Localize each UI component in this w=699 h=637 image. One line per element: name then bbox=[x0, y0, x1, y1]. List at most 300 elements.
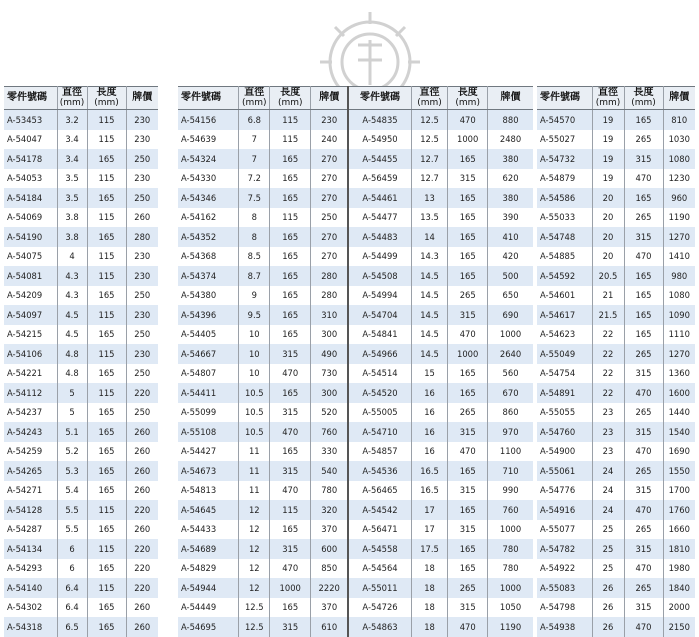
cell-length: 315 bbox=[624, 598, 663, 618]
cell-diameter: 10.5 bbox=[239, 422, 270, 442]
cell-length: 470 bbox=[624, 617, 663, 637]
cell-part-no: A-54081 bbox=[4, 266, 57, 286]
cell-part-no: A-54433 bbox=[178, 520, 239, 540]
cell-length: 265 bbox=[624, 403, 663, 423]
cell-length: 315 bbox=[448, 422, 488, 442]
table-row bbox=[537, 559, 695, 579]
cell-diameter: 14.5 bbox=[411, 286, 447, 306]
cell-part-no: A-54704 bbox=[348, 305, 411, 325]
table-row bbox=[178, 422, 533, 442]
cell-diameter: 4.5 bbox=[57, 325, 87, 345]
cell-length: 115 bbox=[270, 110, 311, 130]
spec-table-1 bbox=[4, 86, 158, 637]
cell-diameter: 9 bbox=[239, 286, 270, 306]
cell-length: 470 bbox=[624, 442, 663, 462]
cell-part-no: A-55055 bbox=[537, 403, 592, 423]
cell-price: 2000 bbox=[663, 598, 695, 618]
cell-price: 250 bbox=[126, 286, 158, 306]
cell-diameter: 3.8 bbox=[57, 208, 87, 228]
cell-length: 165 bbox=[87, 617, 126, 637]
cell-diameter: 20.5 bbox=[592, 266, 624, 286]
cell-length: 165 bbox=[624, 188, 663, 208]
cell-diameter: 7.2 bbox=[239, 169, 270, 189]
cell-part-no: A-54368 bbox=[178, 247, 239, 267]
cell-price: 1840 bbox=[663, 578, 695, 598]
table-row bbox=[537, 208, 695, 228]
cell-part-no: A-54396 bbox=[178, 305, 239, 325]
cell-length: 1000 bbox=[448, 130, 488, 150]
cell-price: 500 bbox=[488, 266, 533, 286]
cell-length: 165 bbox=[448, 500, 488, 520]
cell-price: 260 bbox=[126, 598, 158, 618]
cell-length: 165 bbox=[87, 227, 126, 247]
header-length: 長度 (mm) bbox=[624, 87, 663, 110]
cell-price: 1080 bbox=[663, 286, 695, 306]
cell-length: 470 bbox=[270, 364, 311, 384]
cell-diameter: 15 bbox=[411, 364, 447, 384]
cell-price: 490 bbox=[311, 344, 349, 364]
table-row bbox=[178, 188, 533, 208]
cell-price: 760 bbox=[311, 422, 349, 442]
cell-price: 230 bbox=[126, 169, 158, 189]
header-diameter: 直徑 (mm) bbox=[239, 87, 270, 110]
cell-part-no: A-55011 bbox=[348, 578, 411, 598]
header-diameter: 直徑 (mm) bbox=[57, 87, 87, 110]
cell-price: 760 bbox=[488, 500, 533, 520]
cell-price: 250 bbox=[126, 188, 158, 208]
table-row bbox=[537, 130, 695, 150]
cell-part-no: A-54184 bbox=[4, 188, 57, 208]
table-row bbox=[178, 500, 533, 520]
header-part-no: 零件號碼 bbox=[4, 87, 57, 110]
cell-part-no: A-54645 bbox=[178, 500, 239, 520]
cell-price: 1190 bbox=[663, 208, 695, 228]
cell-price: 650 bbox=[488, 286, 533, 306]
cell-part-no: A-54287 bbox=[4, 520, 57, 540]
cell-part-no: A-56465 bbox=[348, 481, 411, 501]
cell-part-no: A-55027 bbox=[537, 130, 592, 150]
cell-length: 470 bbox=[624, 559, 663, 579]
cell-part-no: A-54570 bbox=[537, 110, 592, 130]
table-row bbox=[537, 169, 695, 189]
cell-length: 315 bbox=[270, 617, 311, 637]
cell-price: 810 bbox=[663, 110, 695, 130]
cell-diameter: 23 bbox=[592, 422, 624, 442]
table-row bbox=[537, 344, 695, 364]
cell-diameter: 16.5 bbox=[411, 481, 447, 501]
cell-diameter: 10 bbox=[239, 364, 270, 384]
cell-price: 860 bbox=[488, 403, 533, 423]
header-diameter: 直徑 (mm) bbox=[411, 87, 447, 110]
table-row bbox=[4, 364, 158, 384]
cell-price: 220 bbox=[126, 578, 158, 598]
cell-diameter: 20 bbox=[592, 188, 624, 208]
header-part-no: 零件號碼 bbox=[178, 87, 239, 110]
cell-part-no: A-54835 bbox=[348, 110, 411, 130]
cell-diameter: 25 bbox=[592, 559, 624, 579]
cell-length: 165 bbox=[270, 247, 311, 267]
cell-diameter: 14.5 bbox=[411, 325, 447, 345]
cell-price: 260 bbox=[126, 617, 158, 637]
cell-part-no: A-54324 bbox=[178, 149, 239, 169]
cell-price: 1090 bbox=[663, 305, 695, 325]
cell-price: 280 bbox=[311, 286, 349, 306]
cell-length: 165 bbox=[270, 227, 311, 247]
cell-length: 165 bbox=[448, 247, 488, 267]
cell-part-no: A-54427 bbox=[178, 442, 239, 462]
cell-diameter: 8 bbox=[239, 208, 270, 228]
table-row bbox=[178, 286, 533, 306]
cell-length: 165 bbox=[624, 286, 663, 306]
cell-price: 270 bbox=[311, 247, 349, 267]
cell-part-no: A-55108 bbox=[178, 422, 239, 442]
table-row bbox=[537, 598, 695, 618]
cell-diameter: 8.7 bbox=[239, 266, 270, 286]
table-row bbox=[4, 598, 158, 618]
cell-part-no: A-54259 bbox=[4, 442, 57, 462]
cell-length: 265 bbox=[624, 578, 663, 598]
cell-length: 165 bbox=[87, 188, 126, 208]
cell-part-no: A-54221 bbox=[4, 364, 57, 384]
cell-price: 1690 bbox=[663, 442, 695, 462]
cell-part-no: A-55077 bbox=[537, 520, 592, 540]
cell-diameter: 26 bbox=[592, 617, 624, 637]
cell-length: 165 bbox=[448, 188, 488, 208]
cell-diameter: 10.5 bbox=[239, 403, 270, 423]
spec-table-2 bbox=[178, 86, 533, 637]
cell-diameter: 3.5 bbox=[57, 169, 87, 189]
cell-diameter: 16 bbox=[411, 422, 447, 442]
cell-diameter: 4.3 bbox=[57, 266, 87, 286]
cell-price: 220 bbox=[126, 539, 158, 559]
cell-part-no: A-54112 bbox=[4, 383, 57, 403]
cell-part-no: A-54944 bbox=[178, 578, 239, 598]
table-row bbox=[537, 442, 695, 462]
cell-part-no: A-54857 bbox=[348, 442, 411, 462]
cell-price: 410 bbox=[488, 227, 533, 247]
cell-price: 710 bbox=[488, 461, 533, 481]
cell-price: 1980 bbox=[663, 559, 695, 579]
cell-part-no: A-54405 bbox=[178, 325, 239, 345]
cell-part-no: A-54302 bbox=[4, 598, 57, 618]
table-row bbox=[178, 208, 533, 228]
cell-diameter: 5.5 bbox=[57, 520, 87, 540]
cell-diameter: 14.5 bbox=[411, 305, 447, 325]
cell-part-no: A-54293 bbox=[4, 559, 57, 579]
cell-length: 315 bbox=[624, 481, 663, 501]
cell-price: 1000 bbox=[488, 520, 533, 540]
cell-diameter: 7 bbox=[239, 149, 270, 169]
cell-diameter: 14 bbox=[411, 227, 447, 247]
table-row bbox=[178, 305, 533, 325]
table-row bbox=[4, 247, 158, 267]
cell-price: 300 bbox=[311, 325, 349, 345]
cell-diameter: 21.5 bbox=[592, 305, 624, 325]
cell-diameter: 5.1 bbox=[57, 422, 87, 442]
spec-table-3 bbox=[537, 86, 695, 637]
cell-price: 230 bbox=[126, 344, 158, 364]
cell-price: 250 bbox=[311, 208, 349, 228]
cell-part-no: A-54455 bbox=[348, 149, 411, 169]
cell-length: 165 bbox=[448, 539, 488, 559]
cell-diameter: 12.5 bbox=[239, 598, 270, 618]
table-row bbox=[178, 247, 533, 267]
cell-diameter: 26 bbox=[592, 598, 624, 618]
cell-part-no: A-54938 bbox=[537, 617, 592, 637]
cell-length: 315 bbox=[270, 539, 311, 559]
cell-length: 1000 bbox=[270, 578, 311, 598]
cell-price: 600 bbox=[311, 539, 349, 559]
cell-price: 260 bbox=[126, 442, 158, 462]
cell-price: 230 bbox=[311, 110, 349, 130]
table-row bbox=[4, 208, 158, 228]
cell-part-no: A-54190 bbox=[4, 227, 57, 247]
header-price: 牌價 bbox=[311, 87, 349, 110]
cell-part-no: A-54520 bbox=[348, 383, 411, 403]
cell-price: 520 bbox=[311, 403, 349, 423]
cell-part-no: A-54798 bbox=[537, 598, 592, 618]
cell-part-no: A-54592 bbox=[537, 266, 592, 286]
cell-diameter: 8.5 bbox=[239, 247, 270, 267]
cell-diameter: 3.2 bbox=[57, 110, 87, 130]
cell-part-no: A-54178 bbox=[4, 149, 57, 169]
cell-diameter: 5.5 bbox=[57, 500, 87, 520]
table-row bbox=[4, 500, 158, 520]
cell-part-no: A-54726 bbox=[348, 598, 411, 618]
cell-length: 165 bbox=[87, 403, 126, 423]
cell-length: 165 bbox=[624, 266, 663, 286]
table-row bbox=[537, 247, 695, 267]
cell-length: 470 bbox=[270, 422, 311, 442]
cell-part-no: A-55083 bbox=[537, 578, 592, 598]
cell-diameter: 12.5 bbox=[239, 617, 270, 637]
cell-price: 420 bbox=[488, 247, 533, 267]
cell-length: 165 bbox=[624, 305, 663, 325]
cell-diameter: 4.5 bbox=[57, 305, 87, 325]
cell-length: 315 bbox=[624, 539, 663, 559]
cell-length: 315 bbox=[624, 364, 663, 384]
cell-price: 230 bbox=[126, 266, 158, 286]
cell-part-no: A-54128 bbox=[4, 500, 57, 520]
cell-length: 165 bbox=[270, 598, 311, 618]
cell-length: 165 bbox=[87, 442, 126, 462]
table-row bbox=[178, 598, 533, 618]
cell-part-no: A-54760 bbox=[537, 422, 592, 442]
cell-length: 315 bbox=[270, 403, 311, 423]
cell-price: 1100 bbox=[488, 442, 533, 462]
cell-diameter: 24 bbox=[592, 481, 624, 501]
cell-length: 1000 bbox=[448, 344, 488, 364]
cell-diameter: 5.4 bbox=[57, 481, 87, 501]
table-row bbox=[537, 188, 695, 208]
cell-length: 165 bbox=[270, 169, 311, 189]
table-row bbox=[178, 364, 533, 384]
cell-diameter: 20 bbox=[592, 227, 624, 247]
cell-length: 115 bbox=[87, 208, 126, 228]
cell-diameter: 12 bbox=[239, 539, 270, 559]
cell-length: 315 bbox=[270, 461, 311, 481]
cell-diameter: 16 bbox=[411, 403, 447, 423]
table-row bbox=[178, 344, 533, 364]
cell-length: 165 bbox=[270, 188, 311, 208]
cell-length: 115 bbox=[270, 208, 311, 228]
cell-part-no: A-54673 bbox=[178, 461, 239, 481]
header-price: 牌價 bbox=[663, 87, 695, 110]
header-length: 長度 (mm) bbox=[270, 87, 311, 110]
cell-price: 370 bbox=[311, 598, 349, 618]
cell-length: 315 bbox=[448, 598, 488, 618]
cell-diameter: 18 bbox=[411, 578, 447, 598]
cell-part-no: A-54097 bbox=[4, 305, 57, 325]
table-row bbox=[4, 559, 158, 579]
table-row bbox=[537, 617, 695, 637]
cell-price: 990 bbox=[488, 481, 533, 501]
cell-diameter: 19 bbox=[592, 169, 624, 189]
cell-diameter: 18 bbox=[411, 617, 447, 637]
cell-part-no: A-55033 bbox=[537, 208, 592, 228]
cell-diameter: 14.5 bbox=[411, 266, 447, 286]
cell-length: 470 bbox=[448, 442, 488, 462]
table-row bbox=[178, 520, 533, 540]
cell-length: 165 bbox=[270, 442, 311, 462]
cell-part-no: A-54922 bbox=[537, 559, 592, 579]
cell-length: 115 bbox=[87, 110, 126, 130]
cell-diameter: 24 bbox=[592, 461, 624, 481]
table-row bbox=[537, 481, 695, 501]
table-row bbox=[4, 149, 158, 169]
cell-part-no: A-54807 bbox=[178, 364, 239, 384]
table-row bbox=[537, 520, 695, 540]
cell-length: 165 bbox=[448, 149, 488, 169]
cell-price: 230 bbox=[126, 305, 158, 325]
cell-price: 620 bbox=[488, 169, 533, 189]
cell-length: 115 bbox=[87, 578, 126, 598]
cell-part-no: A-54891 bbox=[537, 383, 592, 403]
cell-part-no: A-54813 bbox=[178, 481, 239, 501]
cell-diameter: 24 bbox=[592, 500, 624, 520]
cell-price: 610 bbox=[311, 617, 349, 637]
cell-part-no: A-54156 bbox=[178, 110, 239, 130]
cell-diameter: 14.5 bbox=[411, 344, 447, 364]
cell-price: 1270 bbox=[663, 344, 695, 364]
table-row bbox=[4, 266, 158, 286]
cell-length: 265 bbox=[448, 403, 488, 423]
cell-part-no: A-54966 bbox=[348, 344, 411, 364]
cell-length: 165 bbox=[87, 559, 126, 579]
cell-length: 165 bbox=[270, 286, 311, 306]
cell-price: 780 bbox=[311, 481, 349, 501]
cell-part-no: A-54667 bbox=[178, 344, 239, 364]
cell-length: 165 bbox=[87, 481, 126, 501]
cell-part-no: A-53453 bbox=[4, 110, 57, 130]
cell-diameter: 12.5 bbox=[411, 110, 447, 130]
table-row bbox=[178, 227, 533, 247]
cell-part-no: A-54477 bbox=[348, 208, 411, 228]
cell-length: 165 bbox=[448, 364, 488, 384]
cell-part-no: A-54162 bbox=[178, 208, 239, 228]
cell-part-no: A-54514 bbox=[348, 364, 411, 384]
cell-diameter: 4 bbox=[57, 247, 87, 267]
cell-length: 115 bbox=[270, 130, 311, 150]
cell-diameter: 4.8 bbox=[57, 344, 87, 364]
table-row bbox=[178, 578, 533, 598]
cell-length: 265 bbox=[624, 520, 663, 540]
cell-length: 165 bbox=[270, 325, 311, 345]
cell-price: 310 bbox=[311, 305, 349, 325]
cell-diameter: 25 bbox=[592, 539, 624, 559]
cell-length: 315 bbox=[624, 149, 663, 169]
cell-price: 670 bbox=[488, 383, 533, 403]
cell-part-no: A-54483 bbox=[348, 227, 411, 247]
cell-price: 320 bbox=[311, 500, 349, 520]
cell-part-no: A-54075 bbox=[4, 247, 57, 267]
cell-part-no: A-54069 bbox=[4, 208, 57, 228]
cell-length: 115 bbox=[87, 383, 126, 403]
cell-part-no: A-54542 bbox=[348, 500, 411, 520]
cell-part-no: A-54782 bbox=[537, 539, 592, 559]
table-row bbox=[178, 383, 533, 403]
table-row bbox=[4, 130, 158, 150]
table-row bbox=[537, 578, 695, 598]
cell-price: 250 bbox=[126, 403, 158, 423]
cell-price: 690 bbox=[488, 305, 533, 325]
table-row bbox=[4, 344, 158, 364]
cell-part-no: A-54271 bbox=[4, 481, 57, 501]
cell-part-no: A-54841 bbox=[348, 325, 411, 345]
cell-diameter: 3.5 bbox=[57, 188, 87, 208]
cell-price: 260 bbox=[126, 520, 158, 540]
table-row bbox=[4, 227, 158, 247]
cell-diameter: 21 bbox=[592, 286, 624, 306]
cell-part-no: A-54047 bbox=[4, 130, 57, 150]
cell-length: 315 bbox=[448, 481, 488, 501]
cell-part-no: A-54380 bbox=[178, 286, 239, 306]
cell-price: 730 bbox=[311, 364, 349, 384]
cell-length: 165 bbox=[448, 461, 488, 481]
table-row bbox=[537, 305, 695, 325]
cell-length: 115 bbox=[87, 266, 126, 286]
cell-length: 165 bbox=[270, 383, 311, 403]
cell-part-no: A-54508 bbox=[348, 266, 411, 286]
cell-diameter: 9.5 bbox=[239, 305, 270, 325]
cell-diameter: 12 bbox=[239, 500, 270, 520]
cell-length: 165 bbox=[448, 227, 488, 247]
table-row bbox=[537, 286, 695, 306]
table-row bbox=[537, 422, 695, 442]
cell-price: 240 bbox=[311, 130, 349, 150]
cell-part-no: A-54695 bbox=[178, 617, 239, 637]
cell-price: 1190 bbox=[488, 617, 533, 637]
cell-diameter: 12.7 bbox=[411, 149, 447, 169]
cell-length: 165 bbox=[624, 110, 663, 130]
cell-diameter: 26 bbox=[592, 578, 624, 598]
header-price: 牌價 bbox=[126, 87, 158, 110]
cell-diameter: 6.4 bbox=[57, 578, 87, 598]
cell-price: 220 bbox=[126, 559, 158, 579]
cell-part-no: A-54623 bbox=[537, 325, 592, 345]
cell-price: 970 bbox=[488, 422, 533, 442]
cell-part-no: A-55049 bbox=[537, 344, 592, 364]
cell-diameter: 18 bbox=[411, 598, 447, 618]
cell-part-no: A-54916 bbox=[537, 500, 592, 520]
cell-diameter: 19 bbox=[592, 130, 624, 150]
cell-diameter: 16 bbox=[411, 383, 447, 403]
table-row bbox=[178, 110, 533, 130]
table-row bbox=[4, 325, 158, 345]
cell-length: 315 bbox=[448, 520, 488, 540]
cell-price: 960 bbox=[663, 188, 695, 208]
cell-length: 315 bbox=[270, 344, 311, 364]
